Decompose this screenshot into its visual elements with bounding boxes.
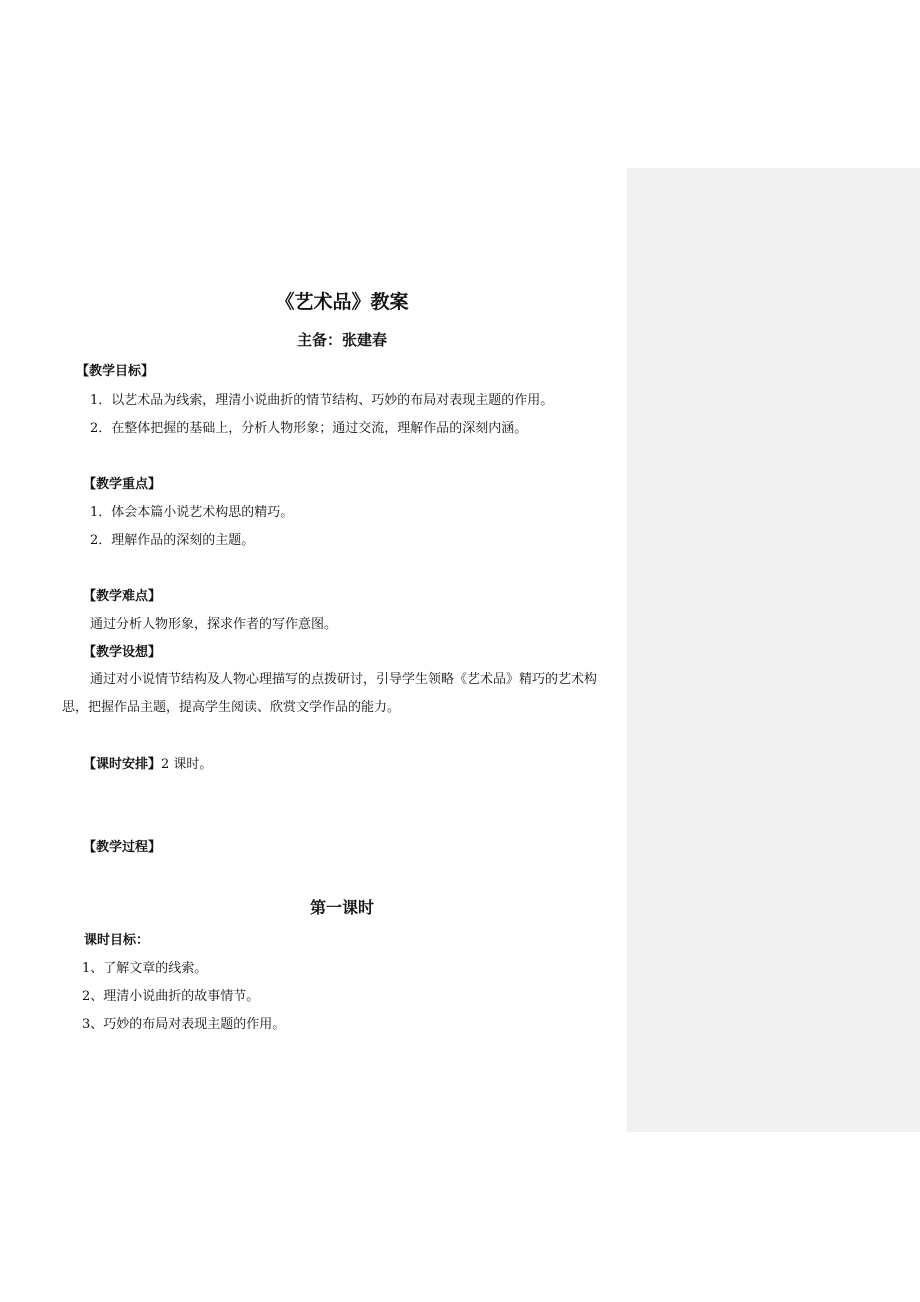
goal-item-1: 1．以艺术品为线索，理清小说曲折的情节结构、巧妙的布局对表现主题的作用。 <box>90 393 554 408</box>
difficulties-text: 通过分析人物形象，探求作者的写作意图。 <box>90 617 338 632</box>
document-title: 《艺术品》教案 <box>275 291 409 313</box>
schedule-heading: 【课时安排】 <box>83 757 162 772</box>
lesson1-item-3: 3、巧妙的布局对表现主题的作用。 <box>82 1017 286 1032</box>
lesson1-item-1: 1、了解文章的线索。 <box>82 961 208 976</box>
author-line: 主备：张建春 <box>296 331 387 349</box>
design-paragraph: 通过对小说情节结构及人物心理描写的点拨研讨，引导学生领略《艺术品》精巧的艺术构思，把握作品主题，提高学生阅读、欣赏文学作品的能力。 <box>62 672 598 715</box>
goals-heading: 【教学目标】 <box>76 364 155 379</box>
lesson1-title: 第一课时 <box>309 898 374 917</box>
lesson1-goal-label: 课时目标： <box>84 933 150 948</box>
comment-margin-pane <box>627 168 920 1132</box>
schedule-text: 2 课时。 <box>161 757 213 772</box>
key-points-heading: 【教学重点】 <box>83 477 162 492</box>
key-point-item-1: 1．体会本篇小说艺术构思的精巧。 <box>90 505 294 520</box>
goal-item-2: 2．在整体把握的基础上，分析人物形象；通过交流，理解作品的深刻内涵。 <box>90 421 528 436</box>
process-heading: 【教学过程】 <box>83 840 162 855</box>
design-heading: 【教学设想】 <box>83 645 162 660</box>
key-point-item-2: 2．理解作品的深刻的主题。 <box>90 533 255 548</box>
difficulties-heading: 【教学难点】 <box>83 589 162 604</box>
lesson1-item-2: 2、理清小说曲折的故事情节。 <box>82 989 260 1004</box>
schedule-line <box>83 756 212 774</box>
